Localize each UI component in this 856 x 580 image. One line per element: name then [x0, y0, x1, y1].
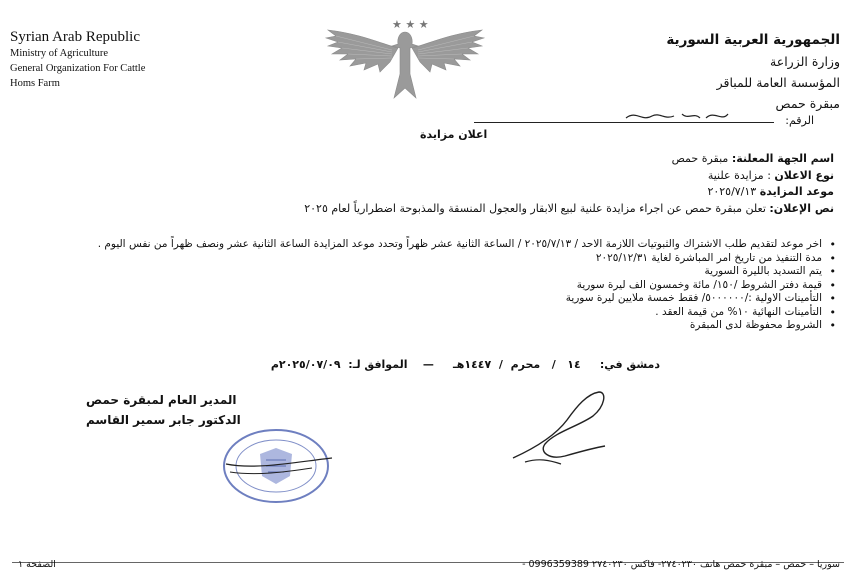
date-line — [140, 358, 660, 371]
authority-label: اسم الجهة المعلنة: — [731, 152, 834, 165]
field-authority — [672, 152, 834, 165]
list-item: • يتم التسديد بالليرة السورية — [10, 265, 822, 279]
type-value: : مزايدة علنية — [707, 169, 771, 182]
header-ar-line2: وزارة الزراعة — [770, 54, 840, 69]
list-item: • مدة التنفيذ من تاريخ امر المباشرة لغاية ٢٠٢٥/١٢/٣١ — [10, 252, 822, 266]
date-separator: / — [551, 358, 556, 371]
header-en-line1: Syrian Arab Republic — [10, 29, 140, 45]
list-item: • التأمينات النهائية ١٠% من قيمة العقد . — [10, 306, 822, 320]
header-ar-line1: الجمهورية العربية السورية — [666, 32, 840, 48]
footer-contact: سوريا – حمص – مبقرة حمص هاتف ٢٧٤٠٢٣٠- فاكس ٢٧٤٠٢٣٠ 0996359389 - — [522, 559, 840, 570]
eagle-emblem-icon — [322, 14, 488, 100]
date-corresponding: الموافق لـ: — [348, 358, 408, 371]
header-en-line3: General Organization For Cattle — [10, 63, 146, 74]
conditions-list — [10, 238, 838, 333]
reference-label: الرقم: — [785, 114, 814, 127]
svg-text:★ ★ ★: ★ ★ ★ — [392, 18, 429, 31]
footer-page-number: الصفحة ١ — [18, 559, 56, 570]
list-item: • قيمة دفتر الشروط /١٥٠/ مائة وخمسون الف ليرة سورية — [10, 279, 822, 293]
signatory-name: الدكتور جابر سمير القاسم — [86, 413, 241, 427]
date-hijri: ١٤٤٧هـ — [452, 358, 492, 371]
header-ar-line4: مبقرة حمص — [775, 96, 840, 111]
header-en-line2: Ministry of Agriculture — [10, 48, 108, 59]
list-item: • التأمينات الاولية :/٥٠٠٠٠٠٠/ فقط خمسة ملايين ليرة سورية — [10, 292, 822, 306]
signatory-title: المدير العام لمبقرة حمص — [86, 393, 237, 407]
type-label: نوع الاعلان — [774, 169, 834, 182]
date-dash: — — [422, 358, 434, 371]
date-label: موعد المزايدة — [759, 185, 834, 198]
header-arabic — [666, 30, 840, 114]
date-day: ١٤ — [567, 358, 581, 371]
official-seal-icon — [216, 424, 340, 506]
authority-value: مبقرة حمص — [671, 152, 729, 165]
field-type — [708, 169, 834, 182]
field-text — [22, 202, 834, 216]
field-date — [707, 185, 834, 198]
date-place: دمشق في: — [599, 358, 660, 371]
date-gregorian: ٢٠٢٥/٠٧/٠٩م — [270, 358, 341, 371]
date-value: ٢٠٢٥/٧/١٣ — [707, 185, 757, 198]
header-english — [10, 28, 145, 91]
handwritten-reference-number — [622, 106, 732, 126]
signature-icon — [505, 386, 611, 470]
date-month: محرم — [510, 358, 541, 371]
text-value: تعلن مبقرة حمص عن اجراء مزايدة علنية لبيع الابقار والعجول المنسقة والمذبوحة اضطرارياً لعام ٢٠٢٥ — [304, 202, 766, 215]
announcement-title: اعلان مزايدة — [420, 128, 488, 141]
header-ar-line3: المؤسسة العامة للمباقر — [716, 75, 840, 90]
date-separator: / — [498, 358, 503, 371]
header-en-line4: Homs Farm — [10, 78, 60, 89]
text-label: نص الإعلان: — [769, 202, 834, 215]
list-item: • الشروط محفوظة لدى المبقرة — [10, 319, 822, 333]
list-item: • اخر موعد لتقديم طلب الاشتراك والثبوتيات اللازمة الاحد / ٢٠٢٥/٧/١٣ / الساعة الثانية عشر ظهراً وتحدد موعد المزايدة الساعة الثانية عشر ونصف ظهراً من نفس اليوم . — [10, 238, 822, 252]
